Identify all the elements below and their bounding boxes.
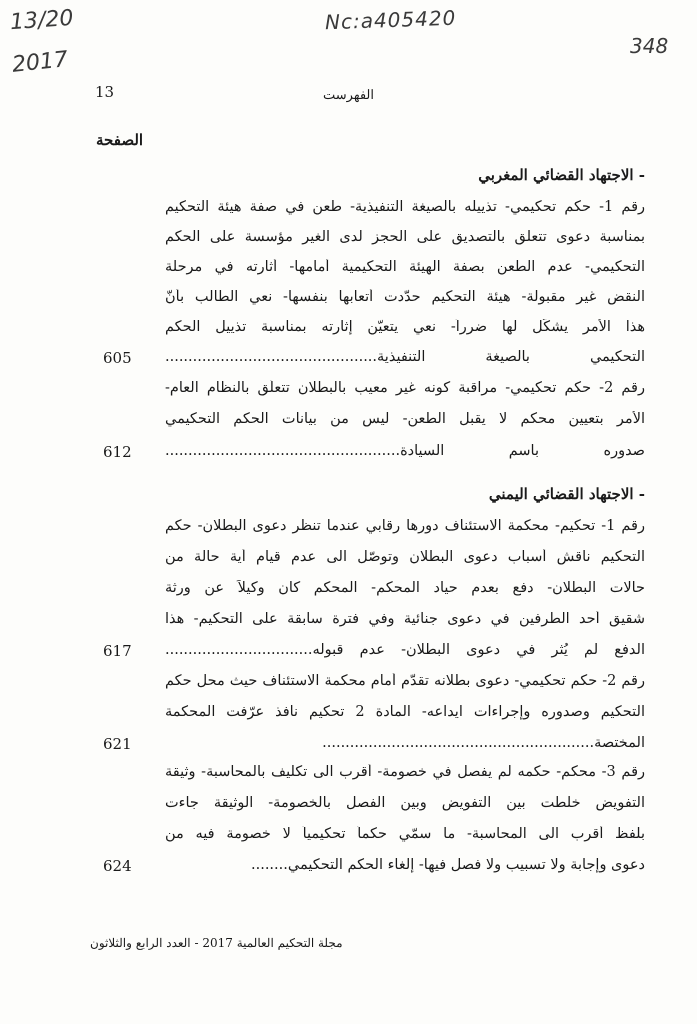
entry-line: رقم 3- محكم- حكمه لم يفصل في خصومة- أقرب الى تكليف بالمحاسبة- وثيقة bbox=[165, 764, 645, 780]
entry-line: هذا الأمر يشكّل لها ضرراً- نعي يتعيّن إثارته بمناسبة تذييل الحكم bbox=[165, 319, 645, 335]
section-heading-yemeni: - الاجتهاد القضائي اليمني bbox=[488, 485, 645, 503]
page-column-label: الصفحة bbox=[96, 131, 144, 149]
page-reference: 612 bbox=[103, 443, 132, 461]
entry-line: المختصة........................................................... bbox=[322, 735, 645, 751]
entry-line: التحكيمي- عدم الطعن بصفة الهيئة التحكيمية أمامها- أثارته في مرحلة bbox=[165, 259, 645, 275]
handwritten-registry-number: Nc:a405420 bbox=[324, 5, 457, 35]
page-reference: 621 bbox=[103, 735, 132, 753]
entry-line: دعوى وإجابة ولا تسبيب ولا فصل فيها- إلغاء الحكم التحكيمي........ bbox=[251, 857, 645, 873]
entry-line: رقم 1- تحكيم- محكمة الاستئناف دورها رقابي عندما تنظر دعوى البطلان- حكم bbox=[165, 518, 645, 534]
page-reference: 624 bbox=[103, 857, 132, 875]
entry-line: صدوره باسم السيادة................................................... bbox=[165, 443, 645, 459]
entry-line: التفويض خلطت بين التفويض وبين الفصل بالخصومة- الوثيقة جاءت bbox=[165, 795, 645, 811]
entry-line: بمناسبة دعوى تتعلق بالتصديق على الحجز لدى الغير مؤسسة على الحكم bbox=[165, 229, 645, 245]
entry-line: التحكيم ناقش أسباب دعوى البطلان وتوصّل الى عدم قيام أية حالة من bbox=[165, 549, 645, 565]
entry-line: رقم 1- حكم تحكيمي- تذييله بالصيغة التنفيذية- طعن في صفة هيئة التحكيم bbox=[165, 199, 645, 215]
handwritten-fraction: 13/20 bbox=[9, 5, 75, 36]
entry-line: التحكيم وصدوره وإجراءات ايداعه- المادة 2 تحكيم نافذ عرّفت المحكمة bbox=[165, 704, 645, 720]
entry-line: الدفع لم يُثر في دعوى البطلان- عدم قبوله................................ bbox=[165, 642, 645, 658]
entry-line: شقيق أحد الطرفين في دعوى جنائية وفي فترة سابقة على التحكيم- هذا bbox=[165, 611, 645, 627]
entry-line: رقم 2- حكم تحكيمي- دعوى بطلانه تقدّم أمام محكمة الاستئناف حيث محل حكم bbox=[165, 673, 645, 689]
entry-line: الأمر بتعيين محكم لا يقبل الطعن- ليس من بيانات الحكم التحكيمي bbox=[165, 411, 645, 427]
page-reference: 617 bbox=[103, 642, 132, 660]
page-reference: 605 bbox=[103, 349, 132, 367]
entry-line: رقم 2- حكم تحكيمي- مراقبة كونه غير معيب بالبطلان تتعلّق بالنظام العام- bbox=[165, 380, 645, 396]
handwritten-page-number: 348 bbox=[630, 34, 669, 58]
page-footer: مجلة التحكيم العالمية 2017 - العدد الرابع والثلاثون bbox=[90, 936, 343, 950]
entry-line: حالات البطلان- دفع بعدم حياد المحكم- المحكم كان وكيلاً عن ورثة bbox=[165, 580, 645, 596]
entry-line: بلفظ أقرب الى المحاسبة- ما سمّي حكماً تحكيمياً لا خصومة فيه من bbox=[165, 826, 645, 842]
entry-line: التحكيمي بالصيغة التنفيذية.............................................. bbox=[165, 349, 645, 365]
section-heading-moroccan: - الاجتهاد القضائي المغربي bbox=[478, 166, 645, 184]
handwritten-year: 2017 bbox=[10, 47, 70, 78]
entry-line: النقض غير مقبولة- هيئة التحكيم حدّدت أتعابها بنفسها- نعي الطالب بأنّ bbox=[165, 289, 645, 305]
page-number: 13 bbox=[95, 83, 115, 101]
page-title: الفهرست bbox=[323, 88, 374, 103]
